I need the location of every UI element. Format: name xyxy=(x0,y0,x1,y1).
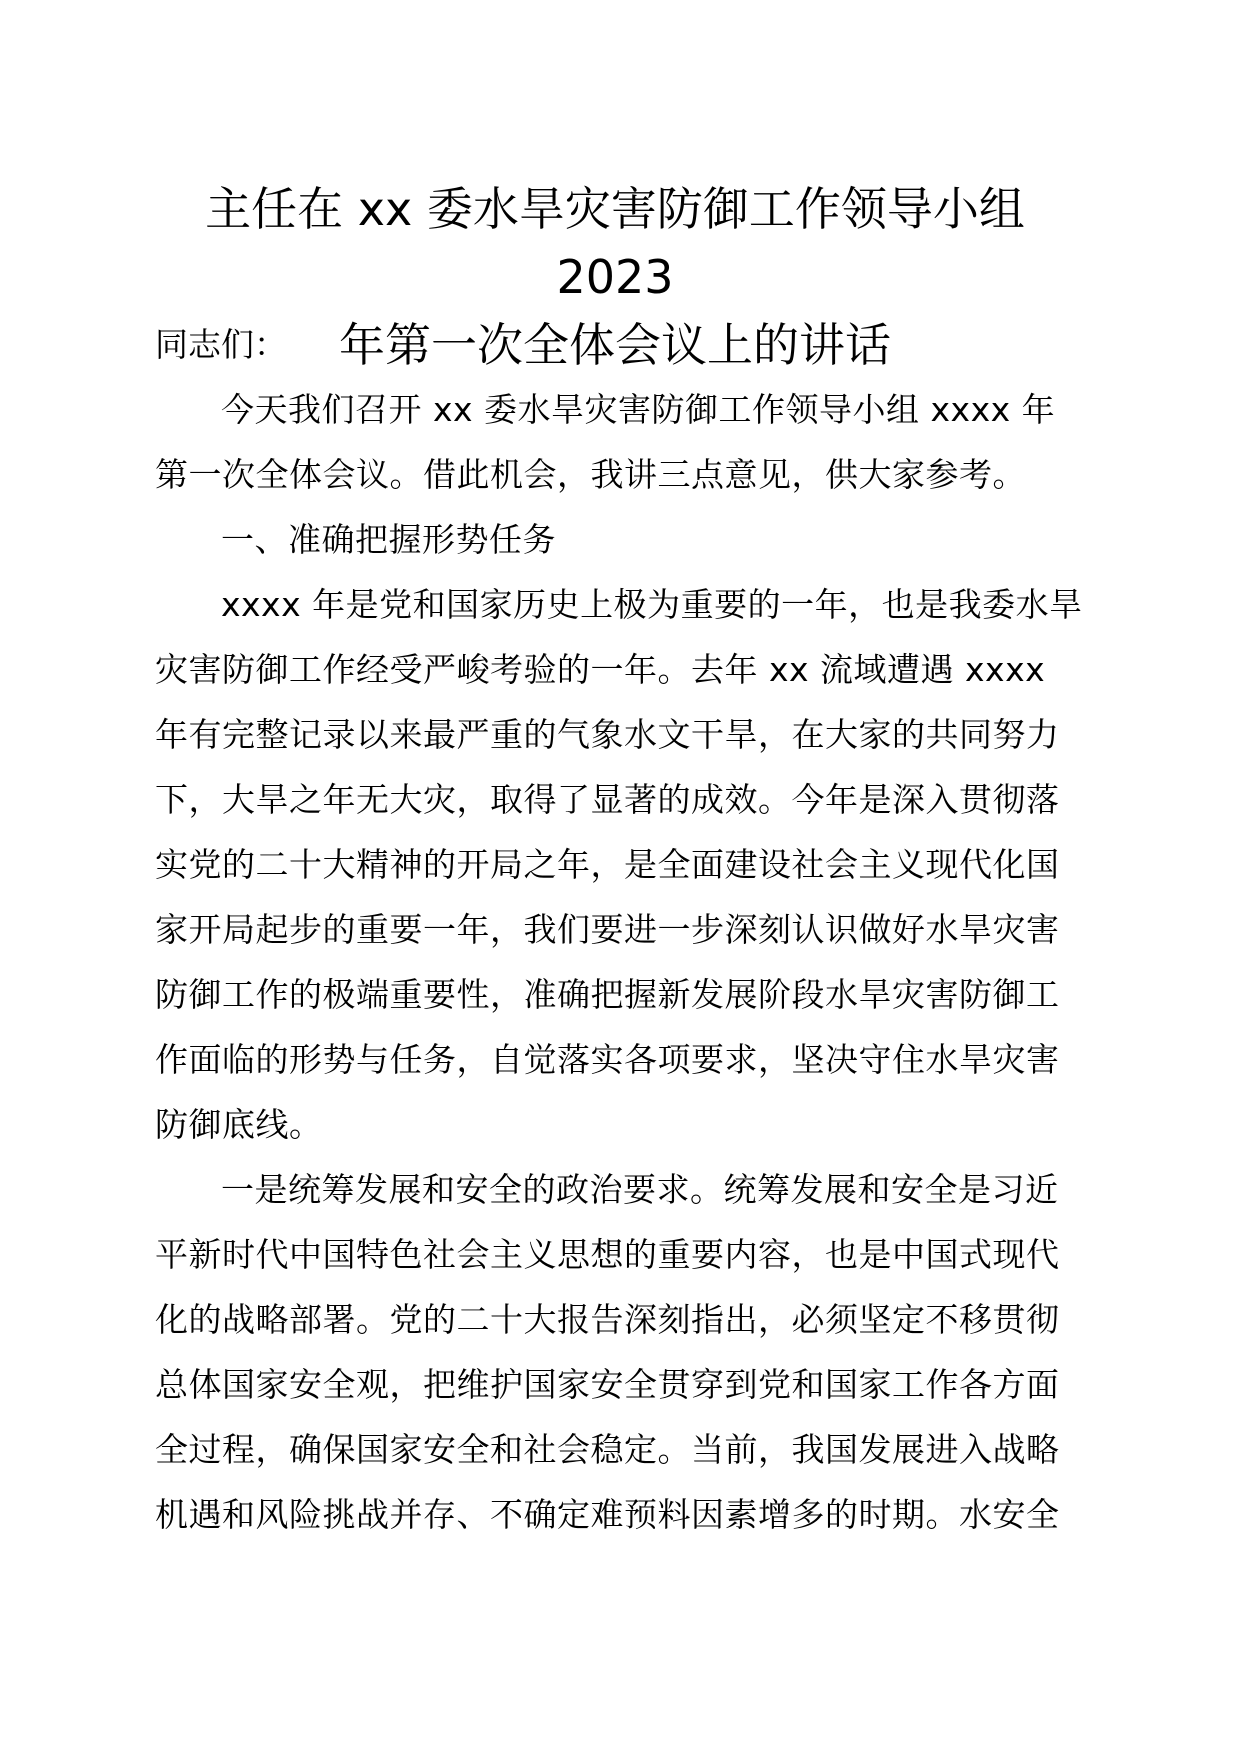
title-line-1: 主任在 xx 委水旱灾害防御工作领导小组 2023 xyxy=(205,182,1025,304)
document-title xyxy=(150,175,1080,379)
document-body xyxy=(155,377,1085,1547)
section-heading-1: 一、准确把握形势任务 xyxy=(221,520,556,559)
body-paragraph-1: xxxx 年是党和国家历史上极为重要的一年，也是我委水旱灾害防御工作经受严峻考验的一年。去年 xx 流域遭遇 xxxx 年有完整记录以来最严重的气象水文干旱，在大家的共同努力下，大旱之年无大灾，取得了显著的成效。今年是深入贯彻落实党的二十大精神的开局之年，是全面建设社会主义现代化国家开局起步的重要一年，我们要进一步深刻认识做好水旱灾害防御工作的极端重要性，准确把握新发展阶段水旱灾害防御工作面临的形势与任务，自觉落实各项要求，坚决守住水旱灾害防御底线。 xyxy=(155,585,1083,1144)
salutation: 同志们： xyxy=(155,325,287,364)
body-paragraph-2: 一是统筹发展和安全的政治要求。统筹发展和安全是习近平新时代中国特色社会主义思想的重要内容，也是中国式现代化的战略部署。党的二十大报告深刻指出，必须坚定不移贯彻总体国家安全观，把维护国家安全贯穿到党和国家工作各方面全过程，确保国家安全和社会稳定。当前，我国发展进入战略机遇和风险挑战并存、不确定难预料因素增多的时期。水安全 xyxy=(155,1170,1060,1534)
title-line-2: 年第一次全体会议上的讲话 xyxy=(339,318,891,372)
intro-paragraph: 今天我们召开 xx 委水旱灾害防御工作领导小组 xxxx 年第一次全体会议。借此机会，我讲三点意见，供大家参考。 xyxy=(155,390,1056,494)
